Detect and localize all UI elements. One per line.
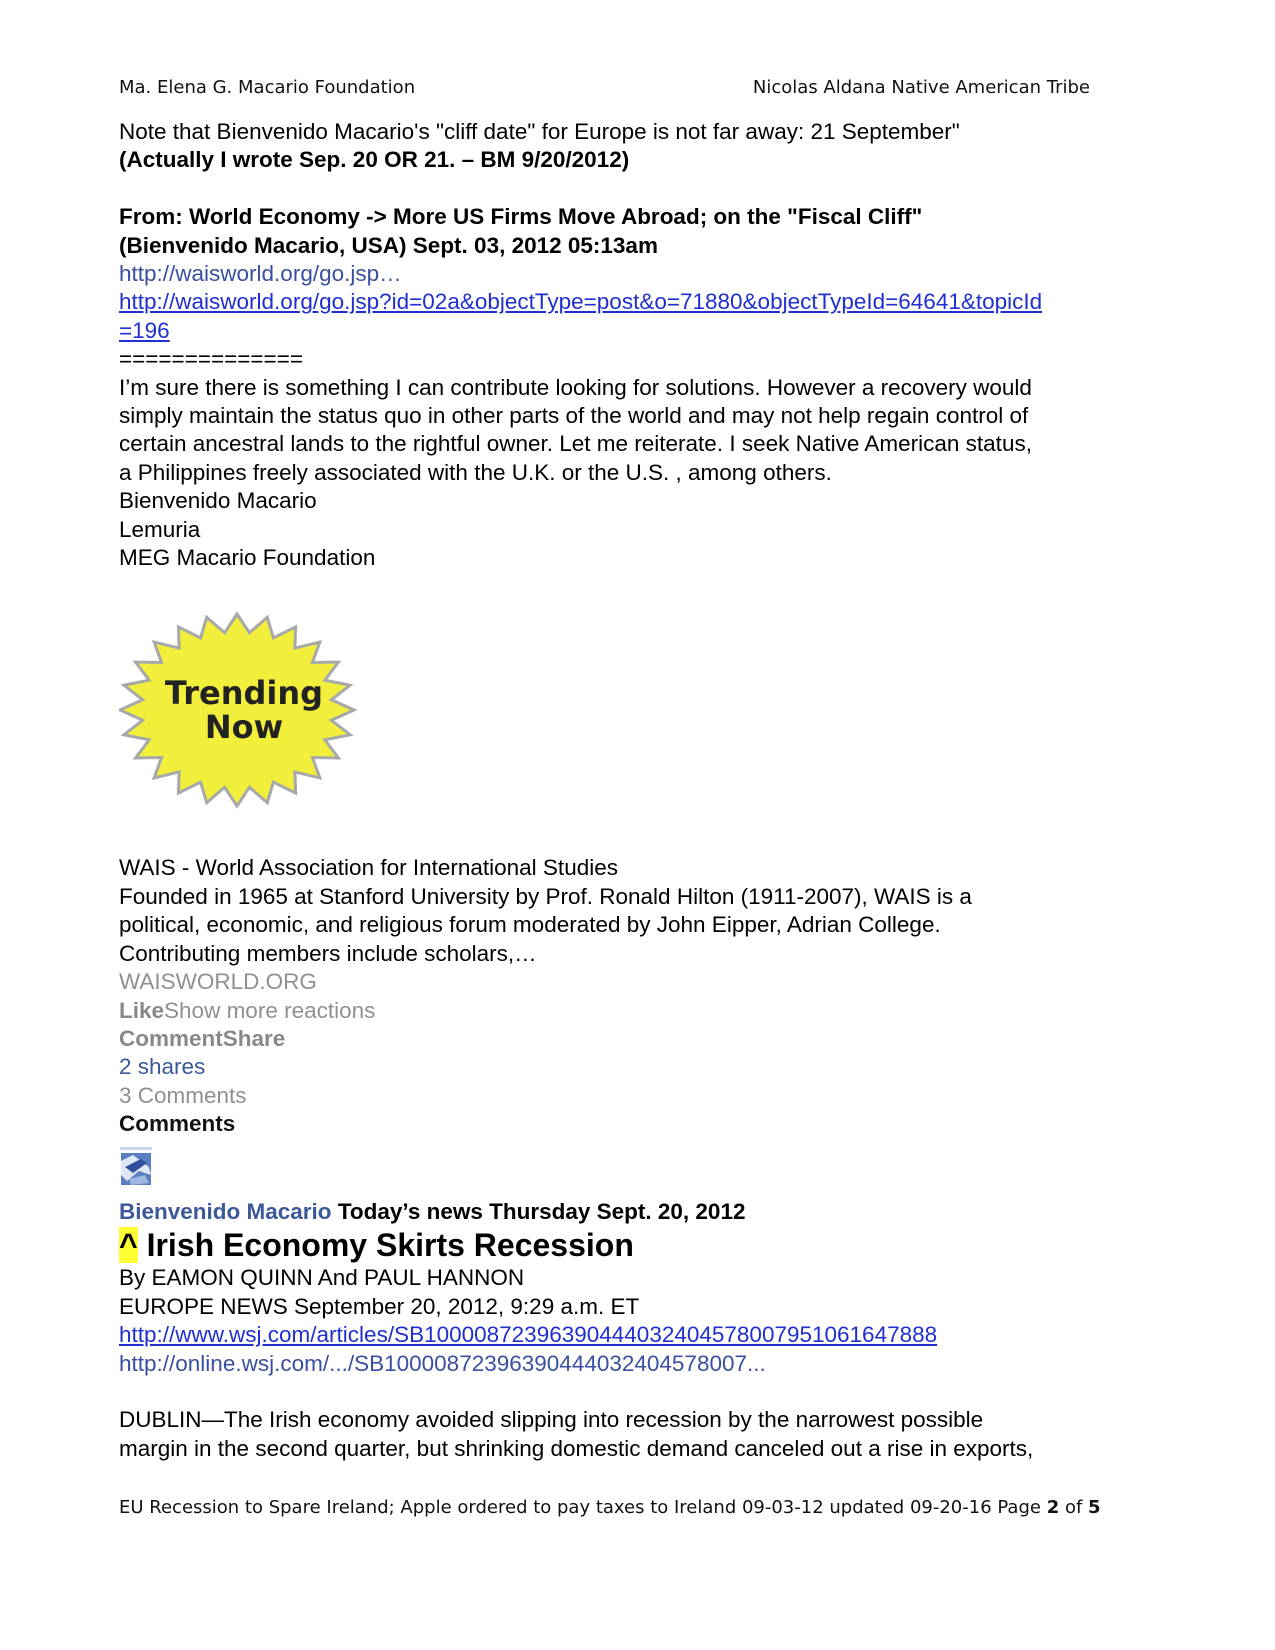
comments-heading: Comments <box>119 1111 236 1137</box>
page-footer <box>119 1497 1101 1518</box>
badge-line2: Now <box>204 708 284 747</box>
headline-text: Irish Economy Skirts Recession <box>137 1227 634 1264</box>
footer-text: EU Recession to Spare Ireland; Apple ordered to pay taxes to Ireland 09-03-12 updated 09-20-16 Page <box>119 1497 1047 1518</box>
article-byline: By EAMON QUINN And PAUL HANNON <box>119 1265 525 1291</box>
intro-line: Note that Bienvenido Macario's "cliff date" for Europe is not far away: 21 September" <box>119 119 960 144</box>
caret-highlight: ^ <box>119 1227 138 1264</box>
wais-title[interactable]: WAIS - World Association for International Studies <box>119 855 618 881</box>
document-body <box>119 118 1159 1463</box>
comment-share-row <box>119 1025 1159 1053</box>
avatar[interactable] <box>119 1145 153 1189</box>
comment-line <box>119 1198 1159 1226</box>
comments-count[interactable]: 3 Comments <box>119 1082 247 1108</box>
short-link[interactable]: http://waisworld.org/go.jsp… <box>119 261 402 287</box>
from-subject: From: World Economy -> More US Firms Move Abroad; on the "Fiscal Cliff" <box>119 204 923 230</box>
badge-line1: Trending <box>164 674 324 713</box>
signature-name: Bienvenido Macario <box>119 488 317 514</box>
article-dateline: EUROPE NEWS September 20, 2012, 9:29 a.m. ET <box>119 1293 640 1319</box>
article-paragraph-line: margin in the second quarter, but shrinking domestic demand canceled out a rise in exports, <box>119 1435 1034 1461</box>
shares-count[interactable]: 2 shares <box>119 1054 206 1080</box>
intro-note: (Actually I wrote Sep. 20 OR 21. – BM 9/20/2012) <box>119 147 630 173</box>
comment-text: Today’s news Thursday Sept. 20, 2012 <box>331 1198 746 1224</box>
message-line: certain ancestral lands to the rightful owner. Let me reiterate. I seek Native American status, <box>119 431 1032 457</box>
wais-domain[interactable]: WAISWORLD.ORG <box>119 969 317 995</box>
wsj-full-link[interactable]: http://www.wsj.com/articles/SB10000872396390444032404578007951061647888 <box>119 1322 938 1348</box>
wais-desc: political, economic, and religious forum moderated by John Eipper, Adrian College. <box>119 912 941 938</box>
full-link-part2[interactable]: =196 <box>119 317 170 343</box>
like-button[interactable]: Like <box>119 997 165 1023</box>
footer-page-total: 5 <box>1088 1497 1101 1518</box>
message-line: simply maintain the status quo in other parts of the world and may not help regain control of <box>119 403 1029 429</box>
signature-org: MEG Macario Foundation <box>119 545 376 571</box>
header-left: Ma. Elena G. Macario Foundation <box>119 77 416 98</box>
footer-page-number: 2 <box>1046 1497 1060 1518</box>
message-line: I’m sure there is something I can contribute looking for solutions. However a recovery would <box>119 374 1032 400</box>
message-line: a Philippines freely associated with the U.K. or the U.S. , among others. <box>119 459 832 485</box>
full-link-part1[interactable]: http://waisworld.org/go.jsp?id=02a&objectType=post&o=71880&objectTypeId=64641&topicId <box>119 289 1043 315</box>
footer-of: of <box>1059 1497 1089 1518</box>
share-button[interactable]: Share <box>222 1025 286 1051</box>
header-right: Nicolas Aldana Native American Tribe <box>752 77 1090 98</box>
wais-desc: Founded in 1965 at Stanford University by Prof. Ronald Hilton (1911-2007), WAIS is a <box>119 883 972 909</box>
show-more-reactions[interactable]: Show more reactions <box>164 997 376 1023</box>
wsj-short-link[interactable]: http://online.wsj.com/.../SB10000872396390444032404578007... <box>119 1350 766 1376</box>
comment-button[interactable]: Comment <box>119 1025 223 1051</box>
reactions-row <box>119 997 1159 1025</box>
from-author-date: (Bienvenido Macario, USA) Sept. 03, 2012 05:13am <box>119 232 658 258</box>
signature-place: Lemuria <box>119 516 201 542</box>
divider-text: ============== <box>119 346 303 372</box>
trending-now-badge <box>119 610 369 810</box>
wais-desc: Contributing members include scholars,… <box>119 940 537 966</box>
article-headline <box>119 1226 1159 1264</box>
article-paragraph-line: DUBLIN—The Irish economy avoided slipping into recession by the narrowest possible <box>119 1407 984 1433</box>
comment-author-link[interactable]: Bienvenido Macario <box>119 1198 332 1224</box>
